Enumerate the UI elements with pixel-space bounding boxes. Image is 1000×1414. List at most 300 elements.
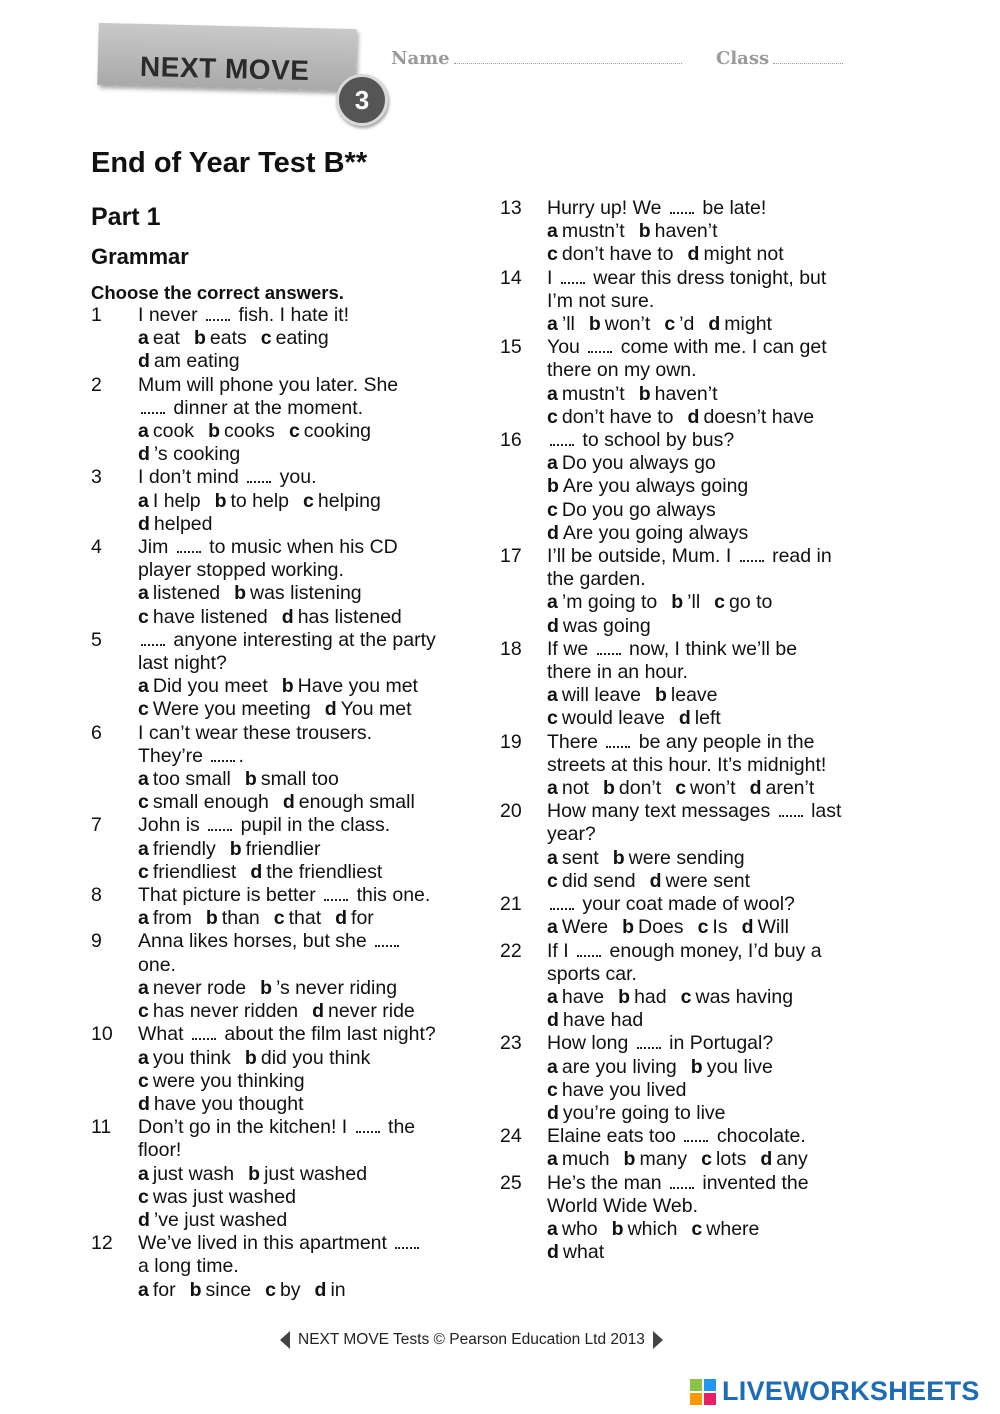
question-number: 8 xyxy=(91,884,102,907)
answer-option-d[interactable] xyxy=(688,243,784,265)
options-line xyxy=(138,675,461,698)
answer-blank[interactable] xyxy=(141,411,165,414)
question-body xyxy=(138,374,461,467)
question-number: 2 xyxy=(91,373,102,396)
option-text: haven’t xyxy=(654,220,718,243)
question-stem-line xyxy=(547,963,860,986)
question-text: to music when his CD xyxy=(203,536,398,559)
option-text: eats xyxy=(209,327,247,350)
answer-option-b[interactable] xyxy=(671,591,700,613)
options-line xyxy=(138,907,461,930)
question-body xyxy=(138,722,461,815)
option-letter: a xyxy=(138,1162,149,1185)
answer-option-c[interactable] xyxy=(138,1000,298,1022)
question-stem-line xyxy=(138,722,461,745)
answer-option-b[interactable] xyxy=(208,420,275,442)
option-text: to help xyxy=(230,489,290,512)
answer-blank[interactable] xyxy=(247,480,271,483)
question-text: player stopped working. xyxy=(138,559,344,582)
question-number: 24 xyxy=(500,1125,522,1148)
answer-option-d[interactable] xyxy=(547,1009,643,1031)
answer-option-c[interactable] xyxy=(261,327,329,349)
option-letter: a xyxy=(138,582,149,605)
answer-blank[interactable] xyxy=(324,898,348,901)
answer-option-b[interactable] xyxy=(618,986,666,1008)
question-body xyxy=(138,930,461,1023)
options-line xyxy=(138,582,461,605)
answer-option-b[interactable] xyxy=(190,1279,251,1301)
answer-option-c[interactable] xyxy=(547,499,716,521)
answer-option-c[interactable] xyxy=(289,420,371,442)
answer-option-b[interactable] xyxy=(613,847,745,869)
answer-option-d[interactable] xyxy=(138,1093,304,1115)
option-letter: a xyxy=(547,1148,558,1171)
answer-option-b[interactable] xyxy=(245,768,339,790)
option-text: cooks xyxy=(223,420,275,443)
option-letter: a xyxy=(138,976,149,999)
question-item xyxy=(91,1116,461,1232)
option-text: lots xyxy=(716,1148,747,1171)
question-text: fish. I hate it! xyxy=(233,304,350,326)
question-text: this one. xyxy=(351,884,431,907)
answer-option-d[interactable] xyxy=(335,907,374,929)
answer-blank[interactable] xyxy=(577,954,601,957)
question-body xyxy=(547,429,860,545)
question-text: Don’t go in the kitchen! I xyxy=(138,1116,353,1139)
answer-option-d[interactable] xyxy=(750,777,815,799)
answer-option-c[interactable] xyxy=(664,313,694,335)
question-stem-line xyxy=(138,536,461,559)
answer-blank[interactable] xyxy=(356,1130,380,1133)
option-text: never ride xyxy=(328,1000,415,1023)
answer-option-d[interactable] xyxy=(547,615,651,637)
answer-option-d[interactable] xyxy=(650,870,750,892)
answer-option-b[interactable] xyxy=(639,220,718,242)
question-text: I never xyxy=(138,304,204,326)
options-line xyxy=(547,313,860,336)
class-line[interactable] xyxy=(773,49,843,64)
option-letter: b xyxy=(623,1148,636,1171)
answer-option-a[interactable] xyxy=(138,977,246,999)
part-heading: Part 1 xyxy=(91,203,161,231)
answer-option-a[interactable] xyxy=(547,777,589,799)
option-letter: c xyxy=(697,916,709,939)
question-text: dinner at the moment. xyxy=(168,396,364,419)
answer-option-a[interactable] xyxy=(138,582,220,604)
question-number: 14 xyxy=(500,266,522,289)
answer-option-b[interactable] xyxy=(624,1148,688,1170)
answer-option-c[interactable] xyxy=(714,591,772,613)
questions-column-left xyxy=(91,304,461,1302)
answer-option-c[interactable] xyxy=(547,870,636,892)
answer-option-d[interactable] xyxy=(138,1209,287,1231)
option-letter: d xyxy=(281,605,294,628)
option-letter: d xyxy=(708,313,721,336)
answer-blank[interactable] xyxy=(670,211,694,214)
question-body xyxy=(547,197,860,267)
question-number: 6 xyxy=(91,721,102,744)
answer-option-b[interactable] xyxy=(230,838,321,860)
answer-option-b[interactable] xyxy=(655,684,718,706)
answer-option-a[interactable] xyxy=(138,838,216,860)
question-text: wear this dress tonight, but xyxy=(587,266,827,289)
question-text: your coat made of wool? xyxy=(577,893,795,916)
option-text: Do you go always xyxy=(561,498,716,521)
option-text: were sent xyxy=(665,869,751,892)
answer-option-a[interactable] xyxy=(547,313,575,335)
option-text: who xyxy=(561,1217,598,1240)
question-text: year? xyxy=(547,823,596,846)
answer-option-a[interactable] xyxy=(547,1056,677,1078)
answer-option-d[interactable] xyxy=(547,1241,604,1263)
answer-option-b[interactable] xyxy=(603,777,661,799)
logo-square xyxy=(704,1393,716,1405)
previous-arrow-icon xyxy=(280,1331,290,1349)
answer-option-c[interactable] xyxy=(681,986,793,1008)
answer-blank[interactable] xyxy=(606,745,630,748)
answer-option-c[interactable] xyxy=(701,1148,746,1170)
option-text: Does xyxy=(638,916,684,939)
question-number: 13 xyxy=(500,197,522,219)
option-text: what xyxy=(562,1241,605,1264)
answer-blank[interactable] xyxy=(211,759,235,762)
name-line[interactable] xyxy=(454,49,682,64)
answer-option-b[interactable] xyxy=(691,1056,773,1078)
question-number: 20 xyxy=(500,800,522,823)
answer-option-c[interactable] xyxy=(138,606,268,628)
answer-option-a[interactable] xyxy=(547,591,657,613)
option-letter: c xyxy=(691,1217,703,1240)
option-letter: a xyxy=(138,1278,149,1301)
answer-blank[interactable] xyxy=(597,652,621,655)
answer-option-a[interactable] xyxy=(547,383,625,405)
option-letter: d xyxy=(760,1148,773,1171)
answer-option-a[interactable] xyxy=(138,327,180,349)
option-letter: c xyxy=(680,985,692,1008)
answer-option-d[interactable] xyxy=(312,1000,415,1022)
option-text: friendly xyxy=(152,837,216,860)
answer-option-b[interactable] xyxy=(639,383,718,405)
question-text: be late! xyxy=(696,197,767,219)
question-stem-line xyxy=(547,336,860,359)
answer-option-d[interactable] xyxy=(688,406,815,428)
answer-blank[interactable] xyxy=(395,1246,419,1249)
answer-option-a[interactable] xyxy=(138,490,201,512)
answer-option-b[interactable] xyxy=(260,977,397,999)
question-item xyxy=(91,536,461,629)
option-text: leave xyxy=(670,684,718,707)
answer-option-b[interactable] xyxy=(282,675,418,697)
answer-option-c[interactable] xyxy=(547,707,665,729)
answer-option-a[interactable] xyxy=(547,916,608,938)
option-text: too small xyxy=(152,768,231,791)
answer-option-d[interactable] xyxy=(315,1279,346,1301)
answer-option-c[interactable] xyxy=(138,861,236,883)
question-text: How many text messages xyxy=(547,800,776,823)
answer-blank[interactable] xyxy=(588,350,612,353)
instructions: Choose the correct answers. xyxy=(91,282,344,303)
option-letter: d xyxy=(324,698,337,721)
answer-option-c[interactable] xyxy=(547,406,674,428)
options-line xyxy=(138,490,461,513)
option-letter: a xyxy=(138,489,149,512)
option-letter: c xyxy=(547,1078,558,1101)
question-item xyxy=(500,893,860,939)
options-line xyxy=(547,1079,860,1102)
options-line xyxy=(547,1241,860,1264)
question-body xyxy=(138,466,461,536)
option-text: Are you going always xyxy=(562,521,749,544)
options-line xyxy=(138,1279,461,1302)
answer-option-b[interactable] xyxy=(245,1047,370,1069)
question-body xyxy=(138,629,461,722)
answer-option-a[interactable] xyxy=(138,675,268,697)
option-letter: d xyxy=(138,512,150,535)
question-item xyxy=(500,1125,860,1171)
answer-option-d[interactable] xyxy=(679,707,721,729)
name-label: Name xyxy=(391,48,450,69)
answer-blank[interactable] xyxy=(550,443,574,446)
answer-blank[interactable] xyxy=(375,944,399,947)
question-stem-line xyxy=(547,267,860,290)
options-line xyxy=(547,475,860,498)
question-text: If I xyxy=(547,939,575,962)
question-stem-line xyxy=(547,1125,860,1148)
option-letter: d xyxy=(138,1092,150,1115)
question-item xyxy=(500,1172,860,1265)
answer-option-d[interactable] xyxy=(250,861,382,883)
option-letter: d xyxy=(649,869,662,892)
answer-option-b[interactable] xyxy=(248,1163,367,1185)
option-text: friendliest xyxy=(152,860,237,883)
options-line xyxy=(138,606,461,629)
answer-option-b[interactable] xyxy=(234,582,362,604)
question-text: there in an hour. xyxy=(547,661,688,684)
question-stem-line xyxy=(138,559,461,582)
options-line xyxy=(547,684,860,707)
question-text: If we xyxy=(547,637,594,660)
answer-option-d[interactable] xyxy=(283,791,415,813)
option-text: that xyxy=(288,907,322,930)
answer-option-b[interactable] xyxy=(215,490,289,512)
option-text: eating xyxy=(275,327,329,350)
answer-option-d[interactable] xyxy=(742,916,789,938)
answer-option-d[interactable] xyxy=(760,1148,807,1170)
answer-option-b[interactable] xyxy=(206,907,260,929)
answer-blank[interactable] xyxy=(550,907,574,910)
answer-option-c[interactable] xyxy=(547,1079,687,1101)
answer-blank[interactable] xyxy=(637,1046,661,1049)
options-line xyxy=(547,243,860,266)
answer-option-d[interactable] xyxy=(282,606,402,628)
answer-option-c[interactable] xyxy=(274,907,321,929)
answer-option-d[interactable] xyxy=(138,350,240,372)
option-text: than xyxy=(221,907,260,930)
answer-option-a[interactable] xyxy=(547,847,599,869)
option-letter: c xyxy=(675,777,687,800)
question-body xyxy=(138,1116,461,1232)
option-letter: a xyxy=(138,1046,149,1069)
question-text: a long time. xyxy=(138,1255,239,1278)
question-number: 3 xyxy=(91,466,102,489)
answer-option-c[interactable] xyxy=(691,1218,759,1240)
question-body xyxy=(138,1232,461,1302)
question-text: in Portugal? xyxy=(663,1032,774,1055)
answer-option-d[interactable] xyxy=(325,698,412,720)
question-item xyxy=(500,429,860,545)
answer-option-c[interactable] xyxy=(675,777,735,799)
question-stem-line xyxy=(547,800,860,823)
answer-option-a[interactable] xyxy=(138,907,192,929)
option-letter: b xyxy=(281,675,294,698)
answer-option-a[interactable] xyxy=(138,768,231,790)
answer-option-c[interactable] xyxy=(303,490,381,512)
answer-option-a[interactable] xyxy=(138,420,194,442)
answer-blank[interactable] xyxy=(141,643,165,646)
options-line xyxy=(138,1163,461,1186)
question-stem-line xyxy=(138,884,461,907)
options-line xyxy=(138,1093,461,1116)
option-letter: a xyxy=(547,452,558,475)
answer-option-a[interactable] xyxy=(547,1218,598,1240)
options-line xyxy=(138,1070,461,1093)
option-letter: b xyxy=(690,1055,703,1078)
name-field[interactable] xyxy=(391,48,682,69)
option-letter: c xyxy=(547,707,558,730)
question-item xyxy=(500,336,860,429)
question-text: He’s the man xyxy=(547,1171,667,1194)
answer-blank[interactable] xyxy=(177,550,201,553)
answer-blank[interactable] xyxy=(206,318,230,321)
answer-blank[interactable] xyxy=(208,828,232,831)
answer-option-d[interactable] xyxy=(138,443,240,465)
answer-blank[interactable] xyxy=(740,559,764,562)
option-letter: a xyxy=(547,684,558,707)
question-text: Mum will phone you later. She xyxy=(138,373,399,396)
options-line xyxy=(547,591,860,614)
answer-blank[interactable] xyxy=(779,814,803,817)
option-letter: a xyxy=(138,675,149,698)
answer-option-b[interactable] xyxy=(612,1218,678,1240)
option-text: left xyxy=(694,707,721,730)
option-letter: d xyxy=(138,443,150,466)
question-number: 7 xyxy=(91,814,102,837)
answer-option-d[interactable] xyxy=(547,522,748,544)
answer-option-b[interactable] xyxy=(589,313,650,335)
option-text: Were you meeting xyxy=(152,698,311,721)
answer-option-a[interactable] xyxy=(547,684,641,706)
question-number: 23 xyxy=(500,1032,522,1055)
option-letter: d xyxy=(547,521,559,544)
option-letter: b xyxy=(193,327,206,350)
options-line xyxy=(138,838,461,861)
answer-option-a[interactable] xyxy=(138,1279,176,1301)
option-text: were sending xyxy=(628,846,745,869)
answer-option-a[interactable] xyxy=(547,986,604,1008)
question-text: I xyxy=(547,266,558,289)
question-body xyxy=(138,536,461,629)
options-line xyxy=(138,861,461,884)
section-heading: Grammar xyxy=(91,244,189,269)
answer-option-a[interactable] xyxy=(138,1163,234,1185)
option-letter: c xyxy=(664,313,676,336)
answer-option-b[interactable] xyxy=(547,475,748,497)
question-body xyxy=(547,1125,860,1171)
options-line xyxy=(138,698,461,721)
option-letter: a xyxy=(138,420,149,443)
class-label: Class xyxy=(716,48,770,69)
options-line xyxy=(547,1009,860,1032)
question-item xyxy=(91,722,461,815)
option-letter: a xyxy=(547,591,558,614)
answer-option-c[interactable] xyxy=(698,916,728,938)
option-text: Are you always going xyxy=(562,475,749,498)
option-letter: d xyxy=(335,907,348,930)
option-letter: a xyxy=(547,220,558,243)
option-text: eat xyxy=(152,327,180,350)
answer-option-d[interactable] xyxy=(708,313,772,335)
answer-option-b[interactable] xyxy=(622,916,683,938)
option-text: doesn’t have xyxy=(703,405,815,428)
question-number: 16 xyxy=(500,429,522,452)
option-text: ’ll xyxy=(687,591,701,614)
option-letter: c xyxy=(138,1069,149,1092)
answer-option-c[interactable] xyxy=(138,698,311,720)
question-stem-line xyxy=(547,1032,860,1055)
question-item xyxy=(500,267,860,337)
option-letter: a xyxy=(547,1217,558,1240)
option-letter: b xyxy=(260,976,273,999)
answer-option-a[interactable] xyxy=(138,1047,231,1069)
question-stem-line xyxy=(547,545,860,568)
answer-blank[interactable] xyxy=(561,281,585,284)
option-text: mustn’t xyxy=(561,382,625,405)
answer-option-d[interactable] xyxy=(547,1102,726,1124)
question-text: one. xyxy=(138,953,176,976)
question-body xyxy=(547,940,860,1033)
option-letter: b xyxy=(244,768,257,791)
answer-option-c[interactable] xyxy=(138,791,269,813)
answer-option-a[interactable] xyxy=(547,220,625,242)
option-text: for xyxy=(351,907,374,930)
option-text: ’ll xyxy=(561,313,575,336)
option-letter: b xyxy=(618,985,631,1008)
answer-option-d[interactable] xyxy=(138,513,212,535)
answer-blank[interactable] xyxy=(192,1037,216,1040)
option-text: You met xyxy=(340,698,412,721)
question-number: 1 xyxy=(91,304,102,326)
option-text: listened xyxy=(152,582,221,605)
option-letter: c xyxy=(303,489,314,512)
answer-option-c[interactable] xyxy=(138,1070,305,1092)
class-field[interactable] xyxy=(716,48,843,69)
answer-option-b[interactable] xyxy=(194,327,247,349)
next-arrow-icon xyxy=(653,1331,663,1349)
answer-option-c[interactable] xyxy=(265,1279,300,1301)
option-letter: c xyxy=(138,1000,149,1023)
answer-option-a[interactable] xyxy=(547,452,716,474)
answer-blank[interactable] xyxy=(670,1186,694,1189)
answer-option-c[interactable] xyxy=(138,1186,296,1208)
answer-option-a[interactable] xyxy=(547,1148,610,1170)
option-letter: d xyxy=(138,1208,150,1231)
answer-blank[interactable] xyxy=(684,1139,708,1142)
option-text: was going xyxy=(562,614,651,637)
question-stem-line xyxy=(138,1139,461,1162)
option-letter: c xyxy=(714,591,726,614)
answer-option-c[interactable] xyxy=(547,243,674,265)
question-number: 5 xyxy=(91,628,102,651)
